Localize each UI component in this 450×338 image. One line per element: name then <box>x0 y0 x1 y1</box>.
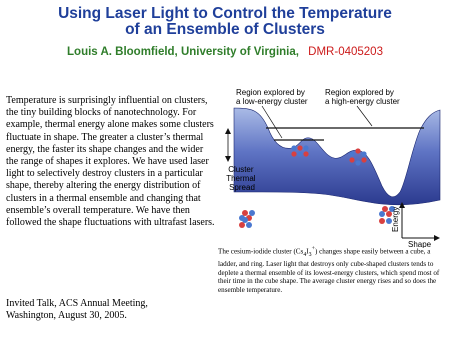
body-paragraph: Temperature is surprisingly influential on clusters, the tiny building blocks of nanotechnology. For example, thermal energy alone makes some clusters fluctuate in shape. The greater a cluster’s thermal energy, the faster its shape changes and the wider the range of shapes it explores. We have used laser light to selectively destroy clusters in a particular shape, thereby altering the energy distribution of clusters in a thermal ensemble and changing that ensemble’s overall temperature. We have then followed the shape fluctuations with ultrafast lasers. <box>6 95 215 229</box>
low-label-line-1: Region explored by <box>236 88 305 97</box>
caption-prefix: The cesium-iodide cluster (Cs <box>218 247 304 256</box>
shape-axis-label: Shape <box>408 240 432 248</box>
talk-line-2: Washington, August 30, 2005. <box>6 310 127 322</box>
energy-axis-label: Energy <box>391 206 400 232</box>
invited-talk-note <box>6 298 221 322</box>
thermal-spread-arrow-up <box>225 128 231 134</box>
energy-landscape-diagram <box>222 88 446 248</box>
caption-iodide: I <box>306 247 309 256</box>
low-label-line-2: a low-energy cluster <box>236 97 308 106</box>
figure-caption <box>218 245 446 295</box>
byline <box>0 46 450 58</box>
caption-rest: ) changes shape easily between a cube, a ladder, and ring. Laser light that destroys only cube-shaped clusters tends to deplete a thermal ensemble of its lowest-energy clusters, which spend most of their time in the cube shape. The average cluster energy rises and so does the ensemble temperature. <box>218 247 440 295</box>
author-affiliation: Louis A. Bloomfield, University of Virginia, <box>67 46 299 58</box>
cube-cluster-icon <box>239 210 255 228</box>
title-line-2: of an Ensemble of Clusters <box>125 21 325 38</box>
talk-line-1: Invited Talk, ACS Annual Meeting, <box>6 298 148 309</box>
high-label-pointer <box>357 106 372 126</box>
spread-label-line-3: Spread <box>229 183 255 192</box>
spread-label-line-1: Cluster <box>228 165 254 174</box>
title-line-1: Using Laser Light to Control the Temperature <box>58 5 392 22</box>
caption-charge: + <box>311 246 315 252</box>
caption-sub-cs: 4 <box>303 251 307 258</box>
slide-title <box>0 6 450 38</box>
high-label-line-1: Region explored by <box>325 88 394 97</box>
shape-axis-arrow <box>434 235 440 241</box>
thermal-spread-arrow-down <box>225 156 231 162</box>
caption-sub-i: 3 <box>308 251 312 258</box>
spread-label-line-2: Thermal <box>226 174 256 183</box>
award-number: DMR-0405203 <box>308 46 383 58</box>
energy-surface <box>234 108 440 205</box>
high-label-line-2: a high-energy cluster <box>325 97 400 106</box>
thermal-spread-label <box>226 165 258 192</box>
high-energy-region-label <box>325 88 400 106</box>
low-energy-region-label <box>236 88 308 106</box>
